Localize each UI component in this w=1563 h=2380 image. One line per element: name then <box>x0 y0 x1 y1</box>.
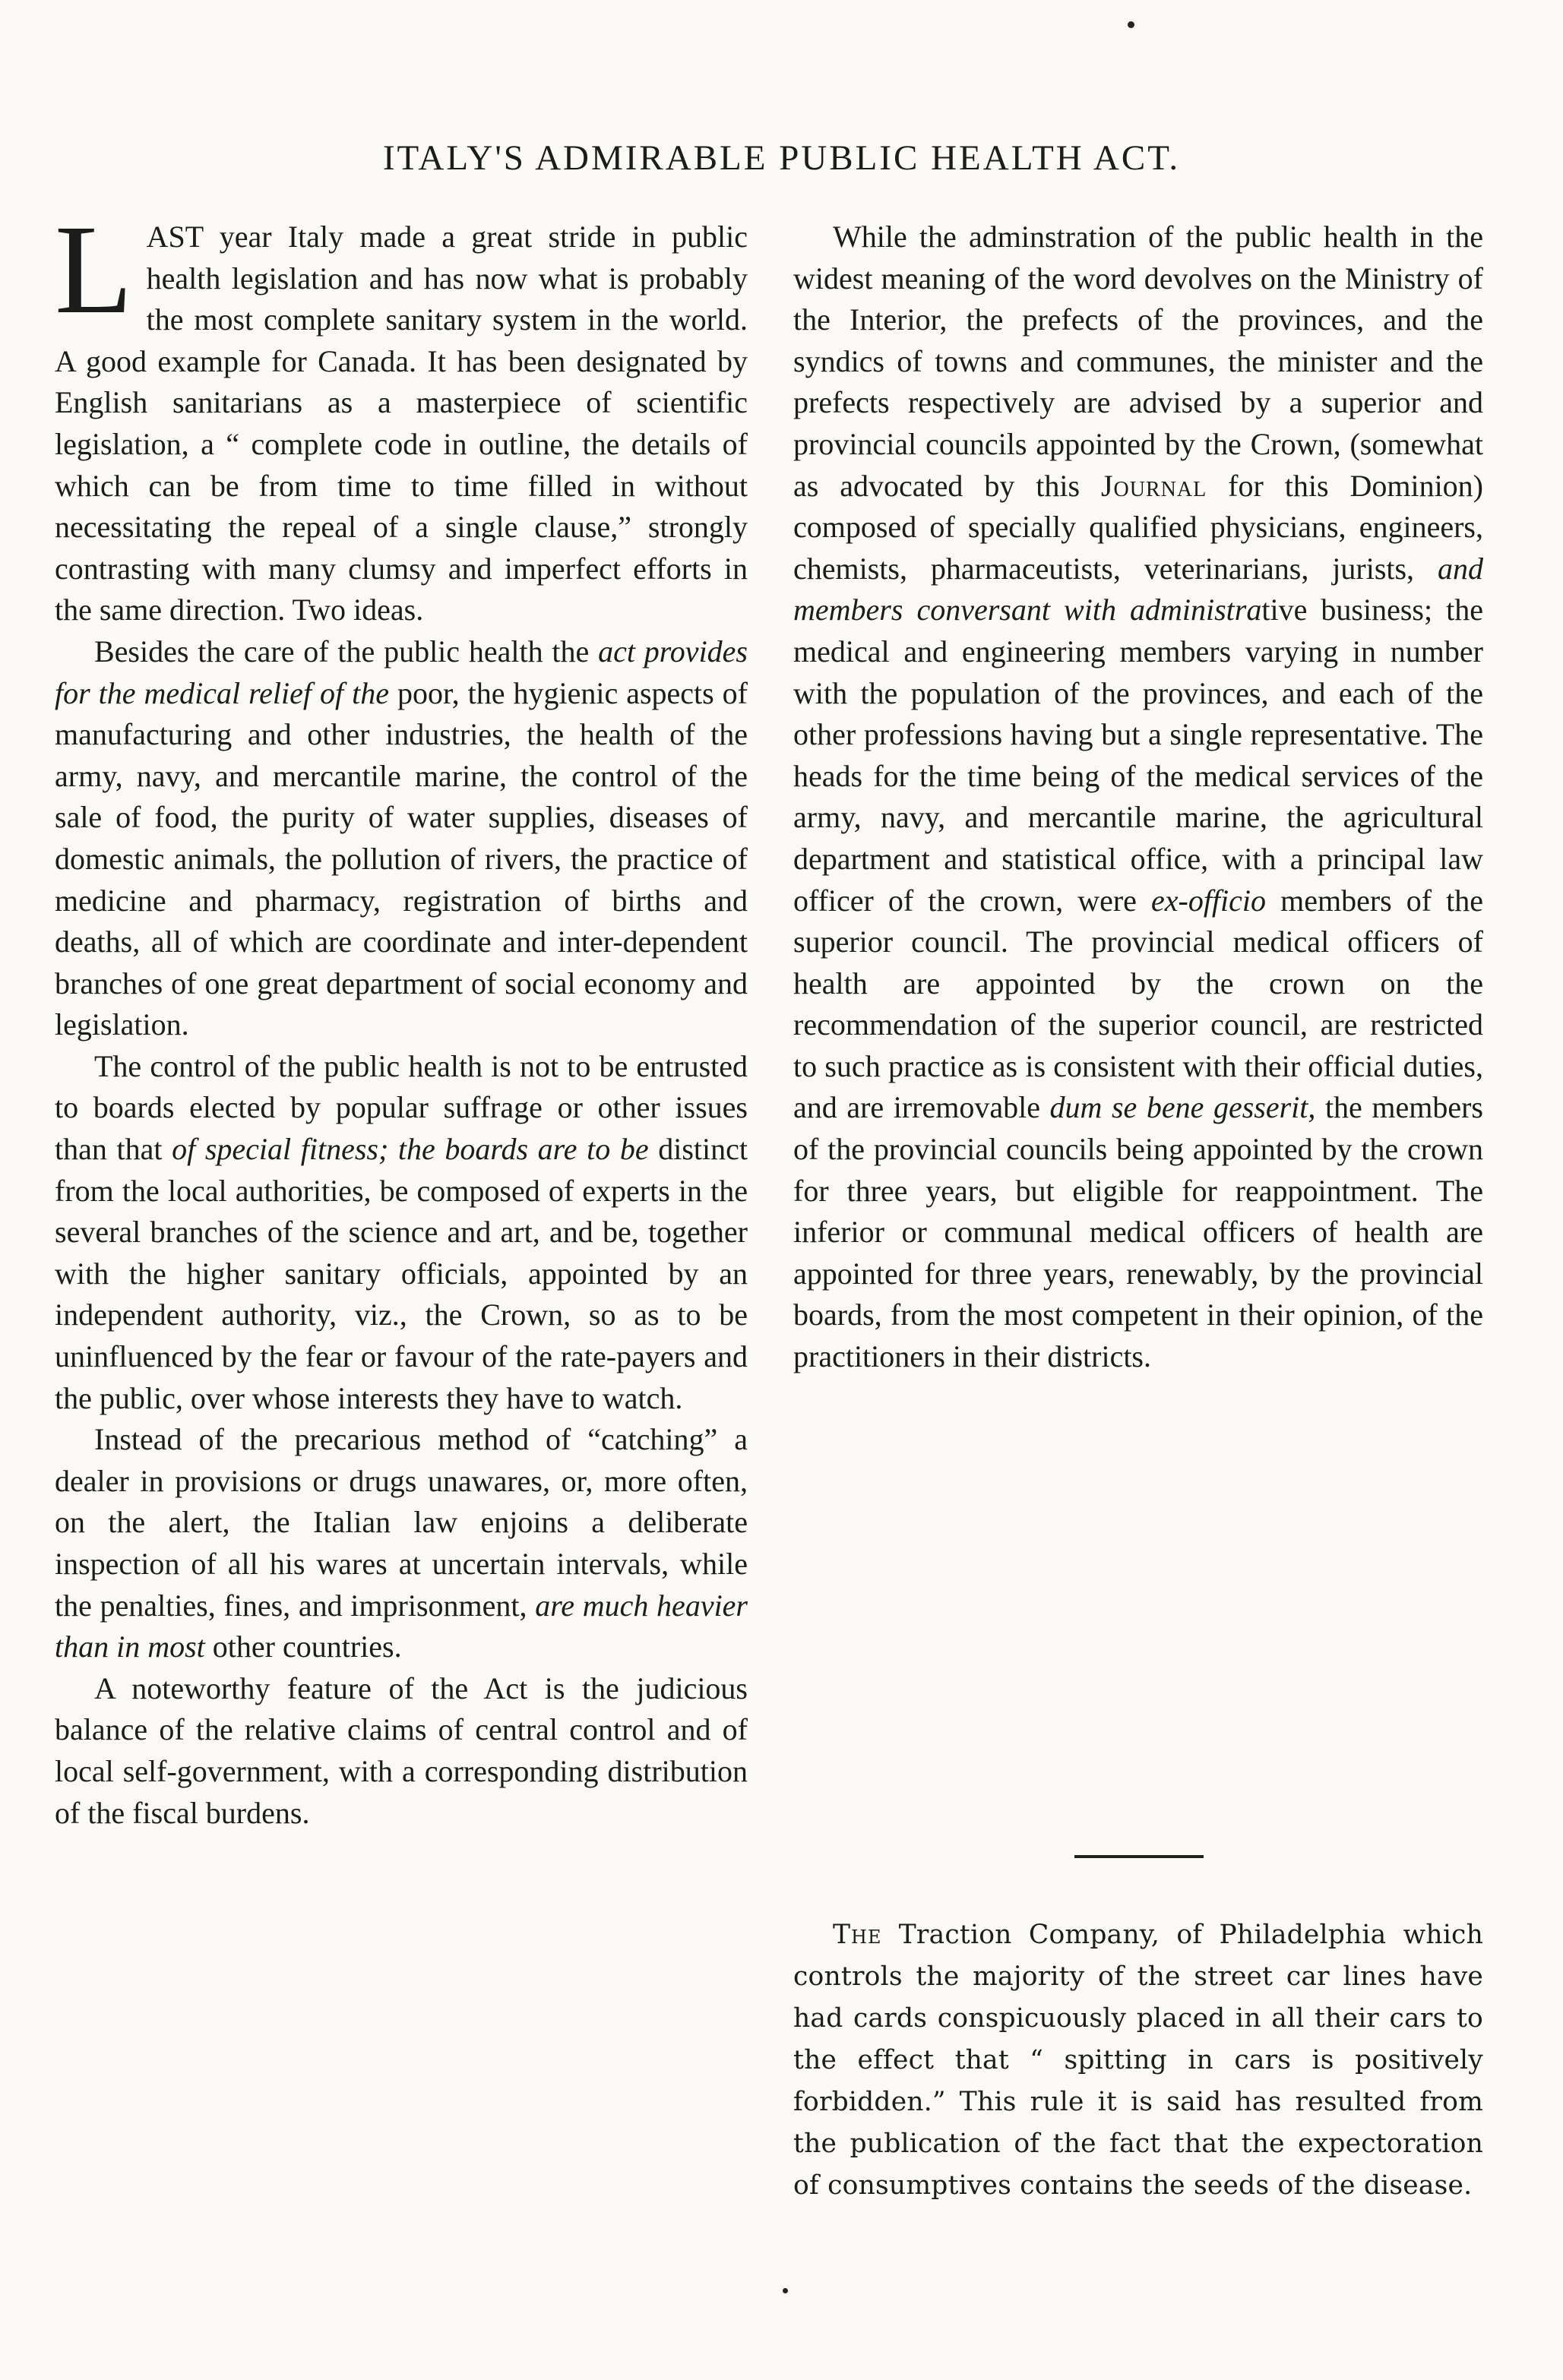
paragraph-4-text-end: other countries. <box>204 1629 402 1664</box>
print-speck <box>1128 21 1134 28</box>
ex-officio-italic: ex-officio <box>1150 883 1267 918</box>
paragraph-2-text: Besides the care of the public health the <box>94 634 599 668</box>
paragraph-4-text: Instead of the precarious method of “catching” a dealer in provisions or drugs unawares, or, more often, on the alert, the Italian law enjoins a deliberate inspection of all his wares at uncertain intervals, while the penalties, fines, and imprisonment, <box>55 1422 748 1623</box>
paragraph-2-text-end: poor, the hygienic aspects of manufacturing and other industries, the health of the army, navy, and mercantile marine, the control of the sale of food, the purity of water supplies, diseases of domestic animals, the pollution of rivers, the practice of medicine and pharmacy, registration of births and deaths, all of which are coordinate and inter-dependent branches of one great department of social economy and legislation. <box>55 675 748 1042</box>
paragraph-6-text-h: the members of the provincial councils being appointed by the crown for three years, but eligible for reappointment. The inferior or communal medical officers of health are appointed for three years, renewably, by the provincial boards, from the most competent in their opinion, of the practitioners in their districts. <box>793 1090 1483 1374</box>
paragraph-6-text: While the adminstration of the public health in the widest meaning of the word devolves on the Ministry of the Interior, the prefects of the provinces, and the syndics of towns and communes, the minister and the prefects respectively are advised by a superior and provincial councils appointed by the Crown, (somewhat as advocated by this <box>793 220 1483 503</box>
paragraph-3-text-end: distinct from the local authorities, be composed of experts in the several branches of the science and art, and be, together with the higher sanitary officials, appointed by an independent authority, viz., the Crown, so as to be uninfluenced by the fear or favour of the rate-payers and the public, over whose interests they have to watch. <box>55 1132 748 1415</box>
section-divider <box>1074 1855 1204 1858</box>
paragraph-1 <box>55 199 748 631</box>
right-column <box>793 217 1483 1378</box>
drop-cap: L <box>55 199 133 340</box>
news-note-lead: The <box>833 1920 882 1950</box>
news-note <box>793 1914 1483 2207</box>
paragraph-4 <box>55 1419 748 1668</box>
paragraph-1-text: AST year Italy made a great stride in public health legislation and has now what is probably the most complete sanitary system in the world. A good example for Canada. It has been designated by English sanitarians as a masterpiece of scientific legislation, a “ complete code in outline, the details of which can be from time to time filled in without necessitating the repeal of a single clause,” strongly contrasting with many clumsy and imperfect efforts in the same direction. Two ideas. <box>55 220 748 627</box>
news-note-paragraph <box>793 1914 1483 2207</box>
paragraph-2-italic: act provides for the medical relief of the <box>55 634 748 710</box>
print-speck <box>783 2288 788 2293</box>
article-title: ITALY'S ADMIRABLE PUBLIC HEALTH ACT. <box>382 138 1181 179</box>
latin-phrase-italic: dum se bene gesserit, <box>1049 1090 1316 1125</box>
paragraph-6 <box>793 217 1483 1378</box>
news-note-text: Traction Company, of Philadelphia which controls the majority of the street car lines have had cards conspicuously placed in all their cars to the effect that “ spitting in cars is positively forbidden.” This rule it is said has resulted from the publication of the fact that the expectoration of consumptives contains the seeds of the disease. <box>793 1920 1483 2201</box>
paragraph-6-italic: and members conversant with administra <box>793 551 1483 627</box>
left-column <box>55 199 748 1834</box>
paragraph-3-italic: of special fitness; the boards are to be <box>172 1132 649 1167</box>
paragraph-2 <box>55 631 748 1046</box>
paragraph-5-text: A noteworthy feature of the Act is the judicious balance of the relative claims of central control and of local self-government, with a corresponding distribution of the fiscal burdens. <box>55 1670 748 1830</box>
paragraph-3-text: The control of the public health is not to be entrusted to boards elected by popular suffrage or other issues than that <box>55 1048 748 1167</box>
journal-name: Journal <box>1100 468 1207 503</box>
paragraph-5 <box>55 1668 748 1834</box>
paragraph-6-text-f: members of the superior council. The provincial medical officers of health are appointed by the crown on the recommendation of the superior council, are restricted to such practice as is consistent with their official duties, and are irremovable <box>793 883 1483 1125</box>
paragraph-6-text-b: for this Dominion) composed of specially qualified physicians, engineers, chemists, pharmaceutists, veterinarians, jurists, <box>793 468 1483 586</box>
paragraph-4-italic: are much heavier than in most <box>55 1588 748 1664</box>
paragraph-6-text-d: tive business; the medical and engineering members varying in number with the population of the provinces, and each of the other professions having but a single representative. The heads for the time being of the medical services of the army, navy, and mercantile marine, the agricultural department and statistical office, with a principal law officer of the crown, were <box>793 593 1483 918</box>
paragraph-3 <box>55 1046 748 1419</box>
